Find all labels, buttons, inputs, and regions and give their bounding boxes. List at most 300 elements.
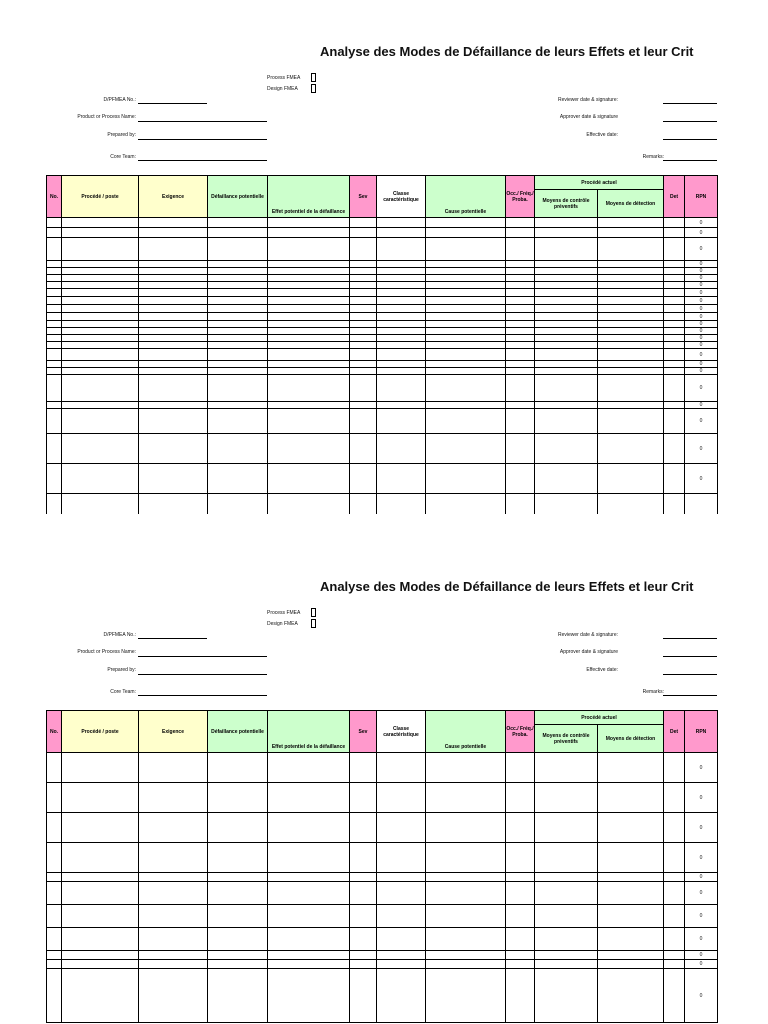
table-cell[interactable] xyxy=(377,268,426,275)
table-cell[interactable] xyxy=(506,951,535,960)
table-cell[interactable] xyxy=(139,218,208,228)
table-cell[interactable] xyxy=(62,960,139,969)
table-cell[interactable] xyxy=(268,289,350,297)
table-cell[interactable] xyxy=(47,349,62,361)
table-cell[interactable] xyxy=(62,402,139,409)
table-cell[interactable] xyxy=(426,268,506,275)
table-cell[interactable] xyxy=(506,783,535,813)
table-cell[interactable] xyxy=(506,218,535,228)
table-cell[interactable] xyxy=(426,960,506,969)
table-cell[interactable] xyxy=(139,268,208,275)
table-cell[interactable] xyxy=(139,361,208,368)
table-cell[interactable] xyxy=(426,464,506,494)
table-cell[interactable] xyxy=(208,228,268,238)
table-cell[interactable] xyxy=(47,960,62,969)
table-cell[interactable] xyxy=(208,928,268,951)
table-cell[interactable] xyxy=(47,297,62,305)
table-cell[interactable] xyxy=(350,228,377,238)
table-cell[interactable] xyxy=(664,951,685,960)
table-cell[interactable] xyxy=(664,375,685,402)
table-cell[interactable] xyxy=(350,368,377,375)
table-cell[interactable] xyxy=(47,328,62,335)
table-cell[interactable] xyxy=(47,228,62,238)
table-cell[interactable] xyxy=(350,328,377,335)
table-cell[interactable] xyxy=(598,368,664,375)
table-cell[interactable] xyxy=(664,960,685,969)
table-cell[interactable] xyxy=(139,328,208,335)
remarks-field[interactable] xyxy=(663,695,717,696)
table-cell[interactable] xyxy=(664,238,685,261)
table-cell[interactable] xyxy=(426,402,506,409)
table-cell[interactable] xyxy=(47,409,62,434)
table-cell[interactable] xyxy=(426,969,506,1023)
table-cell[interactable] xyxy=(350,409,377,434)
table-cell[interactable] xyxy=(268,409,350,434)
table-cell[interactable] xyxy=(350,305,377,313)
table-cell[interactable] xyxy=(598,402,664,409)
table-cell[interactable] xyxy=(377,434,426,464)
table-cell[interactable] xyxy=(664,969,685,1023)
table-cell[interactable] xyxy=(62,321,139,328)
table-cell[interactable] xyxy=(47,268,62,275)
table-cell[interactable] xyxy=(350,753,377,783)
table-cell[interactable] xyxy=(47,305,62,313)
table-cell[interactable] xyxy=(598,349,664,361)
table-cell[interactable] xyxy=(47,969,62,1023)
table-cell[interactable] xyxy=(268,960,350,969)
table-cell[interactable] xyxy=(62,305,139,313)
approver-field[interactable] xyxy=(663,656,717,657)
table-cell[interactable] xyxy=(350,951,377,960)
table-cell[interactable] xyxy=(47,342,62,349)
table-cell[interactable] xyxy=(664,813,685,843)
table-cell[interactable] xyxy=(426,783,506,813)
table-cell[interactable] xyxy=(535,753,598,783)
table-cell[interactable] xyxy=(208,297,268,305)
table-cell[interactable] xyxy=(426,305,506,313)
table-cell[interactable] xyxy=(268,275,350,282)
table-cell[interactable] xyxy=(208,275,268,282)
table-cell[interactable] xyxy=(426,297,506,305)
table-cell[interactable] xyxy=(506,275,535,282)
table-cell[interactable] xyxy=(426,951,506,960)
table-cell[interactable] xyxy=(535,873,598,882)
table-cell[interactable] xyxy=(208,960,268,969)
table-cell[interactable] xyxy=(62,228,139,238)
table-cell[interactable] xyxy=(208,905,268,928)
table-cell[interactable] xyxy=(664,261,685,268)
table-cell[interactable] xyxy=(664,753,685,783)
table-cell[interactable] xyxy=(208,843,268,873)
table-cell[interactable] xyxy=(268,321,350,328)
table-cell[interactable] xyxy=(350,268,377,275)
table-cell[interactable] xyxy=(506,361,535,368)
table-cell[interactable] xyxy=(47,335,62,342)
table-cell[interactable] xyxy=(506,261,535,268)
table-cell[interactable] xyxy=(47,783,62,813)
table-cell[interactable] xyxy=(47,753,62,783)
table-cell[interactable] xyxy=(535,268,598,275)
table-cell[interactable] xyxy=(664,882,685,905)
table-cell[interactable] xyxy=(350,349,377,361)
table-cell[interactable] xyxy=(139,951,208,960)
table-cell[interactable] xyxy=(506,289,535,297)
table-cell[interactable] xyxy=(350,434,377,464)
table-cell[interactable] xyxy=(535,282,598,289)
table-cell[interactable] xyxy=(664,361,685,368)
table-cell[interactable] xyxy=(62,873,139,882)
table-cell[interactable] xyxy=(426,321,506,328)
prepared-by-field[interactable] xyxy=(138,674,267,675)
table-cell[interactable] xyxy=(268,361,350,368)
table-cell[interactable] xyxy=(377,282,426,289)
table-cell[interactable] xyxy=(426,361,506,368)
table-cell[interactable] xyxy=(426,218,506,228)
table-cell[interactable] xyxy=(377,928,426,951)
table-cell[interactable] xyxy=(664,402,685,409)
table-cell[interactable] xyxy=(598,813,664,843)
table-cell[interactable] xyxy=(664,494,685,515)
table-cell[interactable] xyxy=(598,375,664,402)
table-cell[interactable] xyxy=(62,905,139,928)
table-cell[interactable] xyxy=(62,882,139,905)
table-cell[interactable] xyxy=(47,494,62,515)
table-cell[interactable] xyxy=(208,238,268,261)
remarks-field[interactable] xyxy=(663,160,717,161)
table-cell[interactable] xyxy=(598,905,664,928)
table-cell[interactable] xyxy=(47,289,62,297)
table-cell[interactable] xyxy=(47,238,62,261)
table-cell[interactable] xyxy=(598,313,664,321)
table-cell[interactable] xyxy=(350,960,377,969)
table-cell[interactable] xyxy=(268,951,350,960)
table-cell[interactable] xyxy=(139,873,208,882)
table-cell[interactable] xyxy=(139,282,208,289)
table-cell[interactable] xyxy=(62,434,139,464)
table-cell[interactable] xyxy=(208,349,268,361)
table-cell[interactable] xyxy=(47,218,62,228)
table-cell[interactable] xyxy=(535,402,598,409)
table-cell[interactable] xyxy=(268,297,350,305)
table-cell[interactable] xyxy=(268,783,350,813)
table-cell[interactable] xyxy=(208,873,268,882)
table-cell[interactable] xyxy=(598,342,664,349)
table-cell[interactable] xyxy=(62,361,139,368)
table-cell[interactable] xyxy=(47,313,62,321)
table-cell[interactable] xyxy=(377,289,426,297)
table-cell[interactable] xyxy=(506,342,535,349)
table-cell[interactable] xyxy=(506,494,535,515)
table-cell[interactable] xyxy=(598,305,664,313)
table-cell[interactable] xyxy=(350,275,377,282)
table-cell[interactable] xyxy=(139,409,208,434)
table-cell[interactable] xyxy=(426,368,506,375)
table-cell[interactable] xyxy=(598,282,664,289)
table-cell[interactable] xyxy=(139,783,208,813)
table-cell[interactable] xyxy=(535,321,598,328)
table-cell[interactable] xyxy=(598,783,664,813)
table-cell[interactable] xyxy=(506,402,535,409)
table-cell[interactable] xyxy=(268,268,350,275)
table-cell[interactable] xyxy=(377,969,426,1023)
table-cell[interactable] xyxy=(47,321,62,328)
table-cell[interactable] xyxy=(208,783,268,813)
table-cell[interactable] xyxy=(268,349,350,361)
table-cell[interactable] xyxy=(426,342,506,349)
table-cell[interactable] xyxy=(506,813,535,843)
table-cell[interactable] xyxy=(62,928,139,951)
table-cell[interactable] xyxy=(268,905,350,928)
table-cell[interactable] xyxy=(208,268,268,275)
table-cell[interactable] xyxy=(350,494,377,515)
table-cell[interactable] xyxy=(598,873,664,882)
table-cell[interactable] xyxy=(664,282,685,289)
product-name-field[interactable] xyxy=(138,121,267,122)
table-cell[interactable] xyxy=(598,228,664,238)
table-cell[interactable] xyxy=(506,321,535,328)
table-cell[interactable] xyxy=(377,342,426,349)
table-cell[interactable] xyxy=(208,342,268,349)
table-cell[interactable] xyxy=(47,375,62,402)
table-cell[interactable] xyxy=(426,905,506,928)
table-cell[interactable] xyxy=(350,297,377,305)
table-cell[interactable] xyxy=(62,349,139,361)
table-cell[interactable] xyxy=(268,969,350,1023)
table-cell[interactable] xyxy=(268,342,350,349)
table-cell[interactable] xyxy=(350,282,377,289)
table-cell[interactable] xyxy=(350,361,377,368)
table-cell[interactable] xyxy=(208,313,268,321)
table-cell[interactable] xyxy=(598,297,664,305)
table-cell[interactable] xyxy=(47,368,62,375)
table-cell[interactable] xyxy=(377,349,426,361)
table-cell[interactable] xyxy=(62,268,139,275)
table-cell[interactable] xyxy=(535,494,598,515)
table-cell[interactable] xyxy=(139,843,208,873)
table-cell[interactable] xyxy=(350,321,377,328)
table-cell[interactable] xyxy=(506,375,535,402)
table-cell[interactable] xyxy=(350,464,377,494)
table-cell[interactable] xyxy=(139,368,208,375)
table-cell[interactable] xyxy=(535,969,598,1023)
table-cell[interactable] xyxy=(598,494,664,515)
table-cell[interactable] xyxy=(268,328,350,335)
table-cell[interactable] xyxy=(506,882,535,905)
table-cell[interactable] xyxy=(426,409,506,434)
table-cell[interactable] xyxy=(62,375,139,402)
table-cell[interactable] xyxy=(62,289,139,297)
reviewer-field[interactable] xyxy=(663,638,717,639)
table-cell[interactable] xyxy=(139,928,208,951)
table-cell[interactable] xyxy=(535,328,598,335)
table-cell[interactable] xyxy=(598,843,664,873)
table-cell[interactable] xyxy=(208,335,268,342)
table-cell[interactable] xyxy=(350,882,377,905)
table-cell[interactable] xyxy=(664,342,685,349)
table-cell[interactable] xyxy=(139,882,208,905)
table-cell[interactable] xyxy=(47,905,62,928)
table-cell[interactable] xyxy=(377,813,426,843)
table-cell[interactable] xyxy=(506,464,535,494)
table-cell[interactable] xyxy=(62,342,139,349)
table-cell[interactable] xyxy=(535,342,598,349)
table-cell[interactable] xyxy=(426,813,506,843)
table-cell[interactable] xyxy=(139,969,208,1023)
table-cell[interactable] xyxy=(208,951,268,960)
table-cell[interactable] xyxy=(47,882,62,905)
table-cell[interactable] xyxy=(139,813,208,843)
table-cell[interactable] xyxy=(506,238,535,261)
table-cell[interactable] xyxy=(535,361,598,368)
table-cell[interactable] xyxy=(350,218,377,228)
table-cell[interactable] xyxy=(506,313,535,321)
table-cell[interactable] xyxy=(208,464,268,494)
table-cell[interactable] xyxy=(208,402,268,409)
table-cell[interactable] xyxy=(598,289,664,297)
table-cell[interactable] xyxy=(426,753,506,783)
table-cell[interactable] xyxy=(208,361,268,368)
table-cell[interactable] xyxy=(62,261,139,268)
table-cell[interactable] xyxy=(426,328,506,335)
table-cell[interactable] xyxy=(426,349,506,361)
table-cell[interactable] xyxy=(506,434,535,464)
table-cell[interactable] xyxy=(62,368,139,375)
table-cell[interactable] xyxy=(377,783,426,813)
table-cell[interactable] xyxy=(268,843,350,873)
table-cell[interactable] xyxy=(377,321,426,328)
table-cell[interactable] xyxy=(426,275,506,282)
table-cell[interactable] xyxy=(62,335,139,342)
table-cell[interactable] xyxy=(377,368,426,375)
table-cell[interactable] xyxy=(598,218,664,228)
table-cell[interactable] xyxy=(268,928,350,951)
table-cell[interactable] xyxy=(139,335,208,342)
table-cell[interactable] xyxy=(598,275,664,282)
table-cell[interactable] xyxy=(268,873,350,882)
table-cell[interactable] xyxy=(139,402,208,409)
table-cell[interactable] xyxy=(664,368,685,375)
table-cell[interactable] xyxy=(535,289,598,297)
table-cell[interactable] xyxy=(664,783,685,813)
table-cell[interactable] xyxy=(268,753,350,783)
table-cell[interactable] xyxy=(535,960,598,969)
table-cell[interactable] xyxy=(598,464,664,494)
table-cell[interactable] xyxy=(377,305,426,313)
table-cell[interactable] xyxy=(377,873,426,882)
table-cell[interactable] xyxy=(377,328,426,335)
table-cell[interactable] xyxy=(208,494,268,515)
table-cell[interactable] xyxy=(139,494,208,515)
table-cell[interactable] xyxy=(47,813,62,843)
table-cell[interactable] xyxy=(139,238,208,261)
table-cell[interactable] xyxy=(426,335,506,342)
table-cell[interactable] xyxy=(350,342,377,349)
table-cell[interactable] xyxy=(350,783,377,813)
table-cell[interactable] xyxy=(139,375,208,402)
table-cell[interactable] xyxy=(268,368,350,375)
table-cell[interactable] xyxy=(664,297,685,305)
table-cell[interactable] xyxy=(426,228,506,238)
table-cell[interactable] xyxy=(350,402,377,409)
table-cell[interactable] xyxy=(350,238,377,261)
table-cell[interactable] xyxy=(377,375,426,402)
table-cell[interactable] xyxy=(535,335,598,342)
table-cell[interactable] xyxy=(268,882,350,905)
table-cell[interactable] xyxy=(62,753,139,783)
table-cell[interactable] xyxy=(47,402,62,409)
table-cell[interactable] xyxy=(62,843,139,873)
table-cell[interactable] xyxy=(377,464,426,494)
table-cell[interactable] xyxy=(535,434,598,464)
table-cell[interactable] xyxy=(208,813,268,843)
table-cell[interactable] xyxy=(664,275,685,282)
table-cell[interactable] xyxy=(268,313,350,321)
reviewer-field[interactable] xyxy=(663,103,717,104)
table-cell[interactable] xyxy=(535,843,598,873)
table-cell[interactable] xyxy=(664,289,685,297)
table-cell[interactable] xyxy=(664,335,685,342)
table-cell[interactable] xyxy=(268,375,350,402)
table-cell[interactable] xyxy=(268,494,350,515)
table-cell[interactable] xyxy=(598,321,664,328)
table-cell[interactable] xyxy=(377,951,426,960)
table-cell[interactable] xyxy=(62,218,139,228)
table-cell[interactable] xyxy=(62,409,139,434)
table-cell[interactable] xyxy=(506,409,535,434)
table-cell[interactable] xyxy=(268,218,350,228)
table-cell[interactable] xyxy=(350,375,377,402)
table-cell[interactable] xyxy=(377,218,426,228)
table-cell[interactable] xyxy=(506,349,535,361)
table-cell[interactable] xyxy=(535,905,598,928)
table-cell[interactable] xyxy=(350,843,377,873)
table-cell[interactable] xyxy=(377,335,426,342)
table-cell[interactable] xyxy=(426,882,506,905)
table-cell[interactable] xyxy=(47,261,62,268)
table-cell[interactable] xyxy=(506,268,535,275)
table-cell[interactable] xyxy=(268,282,350,289)
table-cell[interactable] xyxy=(47,464,62,494)
table-cell[interactable] xyxy=(535,928,598,951)
table-cell[interactable] xyxy=(426,313,506,321)
table-cell[interactable] xyxy=(350,261,377,268)
table-cell[interactable] xyxy=(377,905,426,928)
table-cell[interactable] xyxy=(664,305,685,313)
table-cell[interactable] xyxy=(62,328,139,335)
table-cell[interactable] xyxy=(377,261,426,268)
table-cell[interactable] xyxy=(598,960,664,969)
table-cell[interactable] xyxy=(47,873,62,882)
table-cell[interactable] xyxy=(664,409,685,434)
table-cell[interactable] xyxy=(664,905,685,928)
table-cell[interactable] xyxy=(268,238,350,261)
table-cell[interactable] xyxy=(535,297,598,305)
table-cell[interactable] xyxy=(664,328,685,335)
table-cell[interactable] xyxy=(535,349,598,361)
table-cell[interactable] xyxy=(62,282,139,289)
table-cell[interactable] xyxy=(426,494,506,515)
table-cell[interactable] xyxy=(506,228,535,238)
table-cell[interactable] xyxy=(535,783,598,813)
table-cell[interactable] xyxy=(208,375,268,402)
table-cell[interactable] xyxy=(350,813,377,843)
table-cell[interactable] xyxy=(208,321,268,328)
process-fmea-checkbox[interactable] xyxy=(311,73,316,82)
table-cell[interactable] xyxy=(62,783,139,813)
table-cell[interactable] xyxy=(47,434,62,464)
prepared-by-field[interactable] xyxy=(138,139,267,140)
table-cell[interactable] xyxy=(664,928,685,951)
